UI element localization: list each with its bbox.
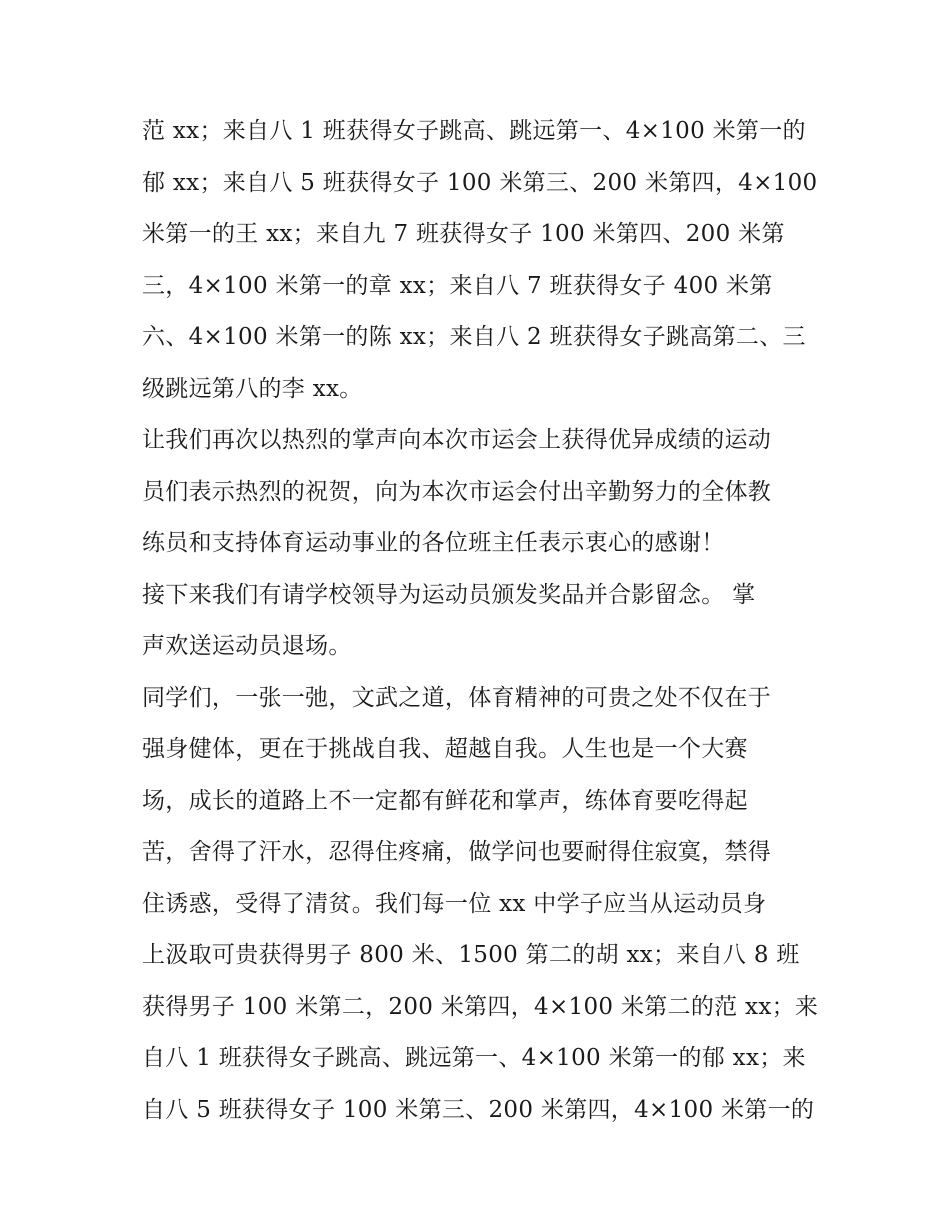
text-line: 员们表示热烈的祝贺，向为本次市运会付出辛勤努力的全体教 — [142, 478, 772, 505]
text-line: 声欢送运动员退场。 — [142, 633, 352, 659]
text-line: 上汲取可贵获得男子 800 米、1500 第二的胡 xx；来自八 8 班 — [142, 942, 800, 968]
text-line: 练员和支持体育运动事业的各位班主任表示衷心的感谢！ — [142, 530, 725, 556]
text-line: 自八 5 班获得女子 100 米第三、200 米第四，4×100 米第一的 — [142, 1096, 815, 1123]
text-line: 住诱惑，受得了清贫。我们每一位 xx 中学子应当从运动员身 — [142, 890, 767, 917]
text-line: 六、4×100 米第一的陈 xx；来自八 2 班获得女子跳高第二、三 — [142, 324, 806, 350]
text-line: 米第一的王 xx；来自九 7 班获得女子 100 米第四、200 米第 — [142, 221, 785, 247]
body-text — [142, 106, 822, 1136]
text-line: 苦，舍得了汗水，忍得住疼痛，做学问也要耐得住寂寞，禁得 — [142, 839, 772, 865]
text-line: 获得男子 100 米第二，200 米第四，4×100 米第二的范 xx；来 — [142, 993, 819, 1020]
text-line: 场，成长的道路上不一定都有鲜花和掌声，练体育要吃得起 — [142, 787, 748, 814]
text-line: 级跳远第八的李 xx。 — [142, 375, 363, 402]
text-line: 同学们，一张一弛，文武之道，体育精神的可贵之处不仅在于 — [142, 684, 772, 711]
text-line: 范 xx；来自八 1 班获得女子跳高、跳远第一、4×100 米第一的 — [142, 118, 806, 144]
text-line: 自八 1 班获得女子跳高、跳远第一、4×100 米第一的郁 xx；来 — [142, 1045, 806, 1071]
text-line: 让我们再次以热烈的掌声向本次市运会上获得优异成绩的运动 — [142, 427, 772, 453]
text-line: 强身健体，更在于挑战自我、超越自我。人生也是一个大赛 — [142, 736, 748, 762]
text-line: 郁 xx；来自八 5 班获得女子 100 米第三、200 米第四，4×100 — [142, 169, 818, 196]
text-line: 接下来我们有请学校领导为运动员颁发奖品并合影留念。 掌 — [142, 581, 756, 608]
text-line: 三，4×100 米第一的章 xx；来自八 7 班获得女子 400 米第 — [142, 272, 773, 299]
